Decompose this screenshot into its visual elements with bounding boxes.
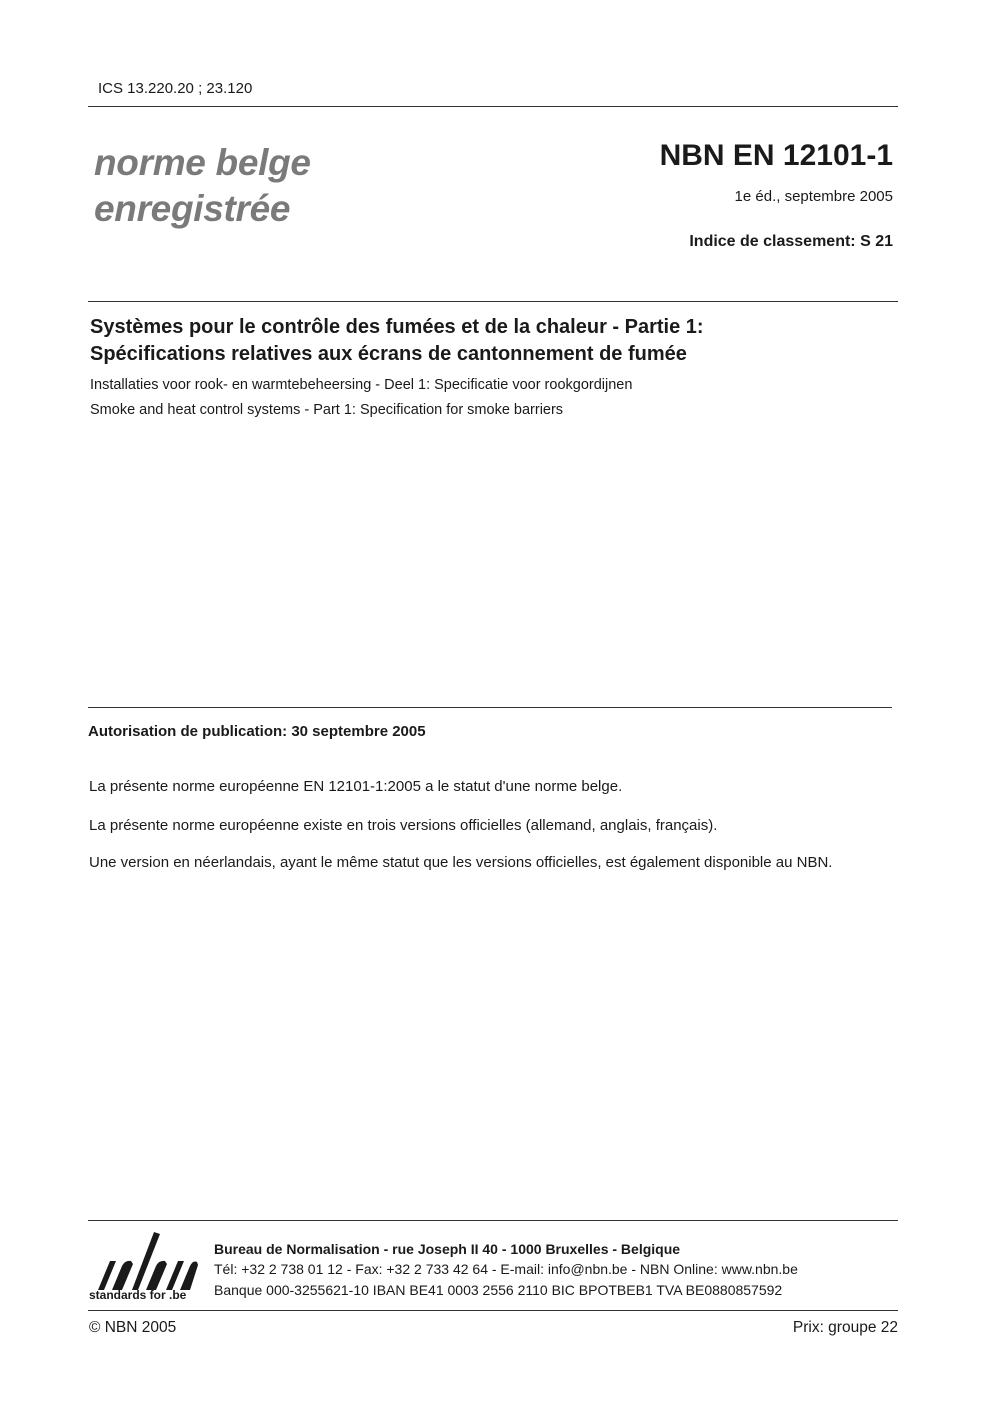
dutch-version-paragraph: Une version en néerlandais, ayant le même statut que les versions officielles, est également disponible au NBN.: [89, 854, 833, 871]
norme-belge-label: norme belge: [94, 142, 311, 183]
price-group: Prix: groupe 22: [792, 1319, 898, 1336]
bottom-rule: [88, 1310, 898, 1311]
footer-rule: [88, 1220, 898, 1221]
edition-date: 1e éd., septembre 2005: [734, 188, 893, 205]
copyright: © NBN 2005: [89, 1319, 177, 1336]
title-fr-line1: Systèmes pour le contrôle des fumées et de la chaleur - Partie 1:: [90, 316, 704, 338]
publication-rule: [88, 707, 892, 708]
standard-code: NBN EN 12101-1: [659, 139, 893, 172]
publication-authorisation: Autorisation de publication: 30 septembre 2005: [88, 723, 426, 740]
title-en: Smoke and heat control systems - Part 1: Specification for smoke barriers: [90, 402, 564, 418]
logo-tagline: standards for .be: [89, 1288, 187, 1302]
bureau-address: Bureau de Normalisation - rue Joseph II 40 - 1000 Bruxelles - Belgique: [214, 1241, 681, 1257]
header-rule: [88, 106, 898, 107]
status-paragraph: La présente norme européenne EN 12101-1:2005 a le statut d'une norme belge.: [89, 778, 623, 795]
title-rule: [88, 301, 898, 302]
enregistree-label: enregistrée: [94, 188, 291, 229]
versions-paragraph: La présente norme européenne existe en trois versions officielles (allemand, anglais, français).: [89, 817, 718, 834]
bank-line: Banque 000-3255621-10 IBAN BE41 0003 2556 2110 BIC BPOTBEB1 TVA BE0880857592: [214, 1282, 783, 1298]
title-fr-line2: Spécifications relatives aux écrans de cantonnement de fumée: [90, 343, 687, 365]
title-nl: Installaties voor rook- en warmtebeheersing - Deel 1: Specificatie voor rookgordijnen: [90, 377, 633, 393]
classification-index: Indice de classement: S 21: [689, 233, 893, 250]
contact-line: Tél: +32 2 738 01 12 - Fax: +32 2 733 42 64 - E-mail: info@nbn.be - NBN Online: www.nbn.be: [214, 1261, 798, 1277]
ics-codes: ICS 13.220.20 ; 23.120: [98, 80, 253, 97]
